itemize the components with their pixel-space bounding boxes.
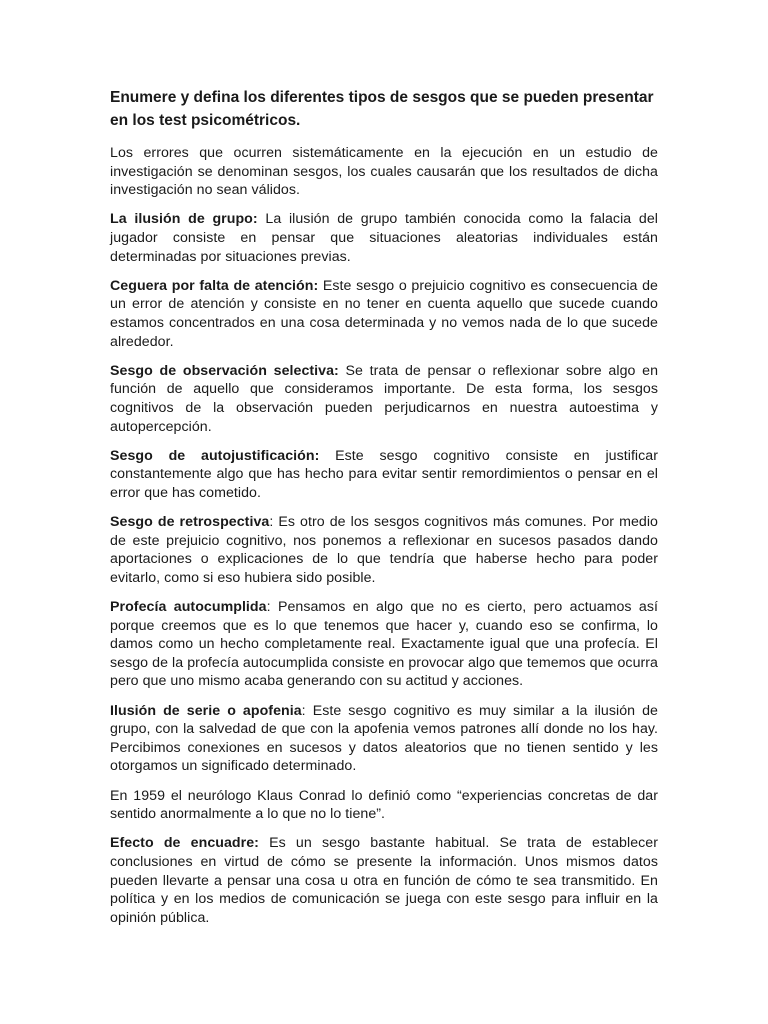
section-text: La ilusión de grupo también conocida como la falacia del jugador consiste en pensar que situaciones aleatorias individuales están determinadas por situaciones previas. xyxy=(110,211,658,265)
section-text: : Este sesgo cognitivo es muy similar a la ilusión de grupo, con la salvedad de que con la apofenia vemos patrones allí donde no los hay. Percibimos conexiones en sucesos y datos aleatorios que no tienen sentido y les otorgamos un significado determinado. xyxy=(110,702,658,775)
section-term: La ilusión de grupo: xyxy=(110,211,258,228)
section-text: Este sesgo cognitivo consiste en justificar constantemente algo que has hecho para evitar sentir remordimientos o pensar en el error que has cometido. xyxy=(110,447,658,501)
section-self-justification xyxy=(110,447,658,503)
section-term: Sesgo de observación selectiva: xyxy=(110,362,339,379)
section-term: Ilusión de serie o apofenia xyxy=(110,702,302,719)
section-term: Sesgo de autojustificación: xyxy=(110,447,320,464)
section-inattentional-blindness xyxy=(110,277,658,351)
question-title: Enumere y defina los diferentes tipos de sesgos que se pueden presentar en los test psicométricos. xyxy=(110,89,654,129)
section-term: Profecía autocumplida xyxy=(110,599,267,616)
conrad-note-paragraph: En 1959 el neurólogo Klaus Conrad lo definió como “experiencias concretas de dar sentido anormalmente a lo que no lo tiene”. xyxy=(110,787,658,823)
section-term: Sesgo de retrospectiva xyxy=(110,514,270,531)
section-term: Ceguera por falta de atención: xyxy=(110,277,319,294)
section-text: : Es otro de los sesgos cognitivos más comunes. Por medio de este prejuicio cognitivo, nos ponemos a reflexionar en sucesos pasados dando aportaciones o explicaciones de lo que tendría que haberse hecho para poder evitarlo, como si eso hubiera sido posible. xyxy=(110,514,658,586)
intro-paragraph: Los errores que ocurren sistemáticamente en la ejecución en un estudio de investigación se denominan sesgos, los cuales causarán que los resultados de dicha investigación no sean válidos. xyxy=(110,145,658,199)
document-body xyxy=(110,86,658,938)
section-text: Este sesgo o prejuicio cognitivo es consecuencia de un error de atención y consiste en no tener en cuenta aquello que sucede cuando estamos concentrados en una cosa determinada y no vemos nada de lo que sucede alrededor. xyxy=(110,277,658,350)
section-group-illusion xyxy=(110,210,658,266)
section-text: Es un sesgo bastante habitual. Se trata de establecer conclusiones en virtud de cómo se presente la información. Unos mismos datos pueden llevarte a pensar una cosa u otra en función de cómo te sea transmitido. En política y en los medios de comunicación se juega con este sesgo para influir en la opinión pública. xyxy=(110,835,658,926)
section-hindsight xyxy=(110,513,658,587)
section-self-fulfilling-prophecy xyxy=(110,598,658,691)
section-term: Efecto de encuadre: xyxy=(110,835,259,852)
section-text: Se trata de pensar o reflexionar sobre algo en función de aquello que consideramos importante. De esta forma, los sesgos cognitivos de la observación pueden perjudicarnos en nuestra autoestima y autopercepción. xyxy=(110,362,659,435)
section-text: : Pensamos en algo que no es cierto, pero actuamos así porque creemos que es lo que tenemos que hacer y, cuando eso se confirma, lo damos como un hecho completamente real. Exactamente igual que una profecía. El sesgo de la profecía autocumplida consiste en provocar algo que tememos que ocurra pero que uno mismo acaba generando con su actitud y acciones. xyxy=(110,599,658,690)
section-apophenia xyxy=(110,702,658,776)
section-selective-observation xyxy=(110,362,658,436)
section-framing-effect xyxy=(110,834,658,927)
